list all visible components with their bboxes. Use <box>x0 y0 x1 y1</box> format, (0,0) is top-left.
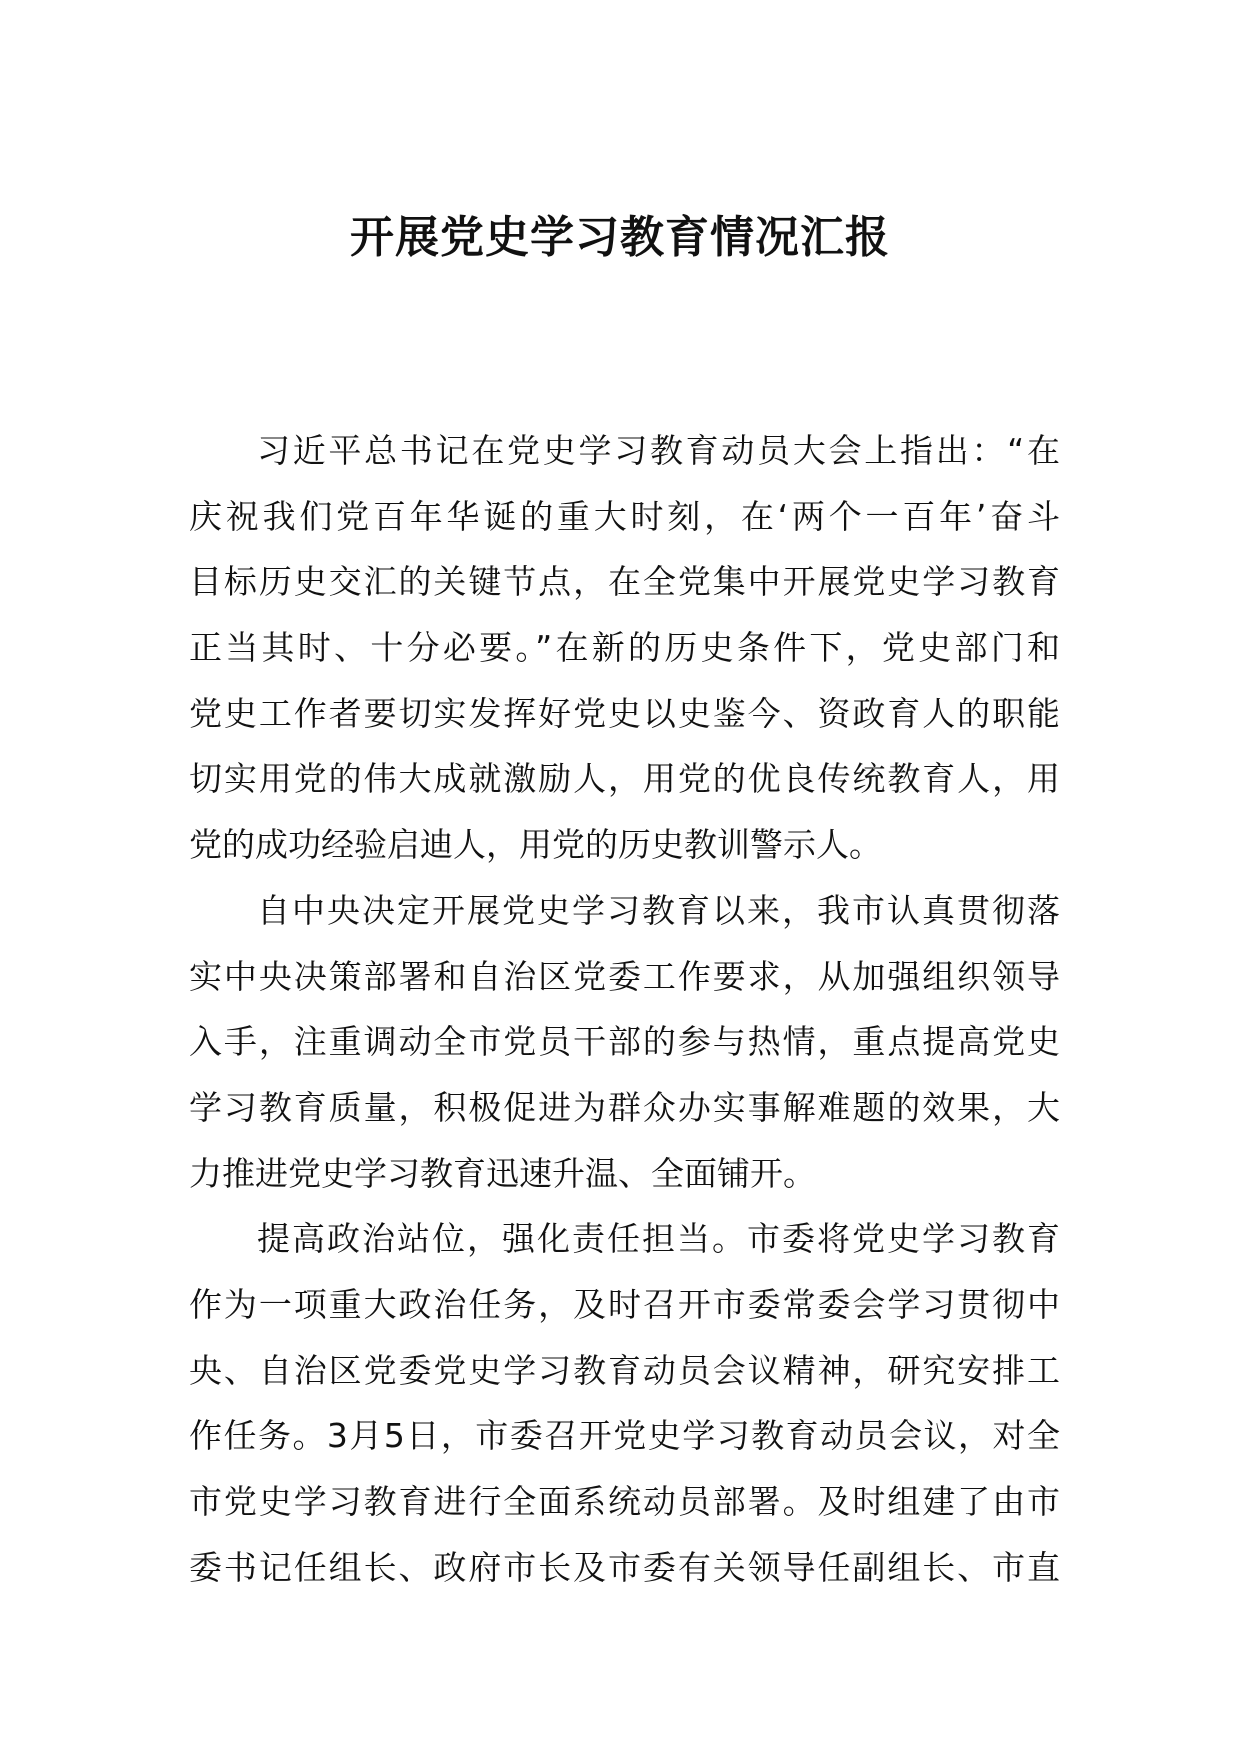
text-line: 庆祝我们党百年华诞的重大时刻，在‘两个一百年’奋斗 <box>189 496 1060 536</box>
document-title: 开展党史学习教育情况汇报 <box>350 212 890 263</box>
text-line: 党的成功经验启迪人，用党的历史教训警示人。 <box>189 825 882 865</box>
text-line: 实中央决策部署和自治区党委工作要求，从加强组织领导 <box>189 956 1060 996</box>
text-line: 学习教育质量，积极促进为群众办实事解难题的效果，大 <box>189 1087 1060 1127</box>
text-line: 习近平总书记在党史学习教育动员大会上指出：“在 <box>257 431 1060 470</box>
text-line: 央、自治区党委党史学习教育动员会议精神，研究安排工 <box>189 1350 1060 1390</box>
text-line: 目标历史交汇的关键节点，在全党集中开展党史学习教育 <box>189 562 1060 602</box>
text-line: 切实用党的伟大成就激励人，用党的优良传统教育人，用 <box>189 759 1060 799</box>
text-line: 作为一项重大政治任务，及时召开市委常委会学习贯彻中 <box>189 1284 1060 1324</box>
paragraph-3 <box>189 1206 1060 1600</box>
text-line: 力推进党史学习教育迅速升温、全面铺开。 <box>189 1153 816 1193</box>
paragraph-1 <box>189 418 1060 878</box>
text-line: 入手，注重调动全市党员干部的参与热情，重点提高党史 <box>189 1022 1060 1062</box>
text-line: 委书记任组长、政府市长及市委有关领导任副组长、市直 <box>189 1547 1060 1587</box>
text-line: 党史工作者要切实发挥好党史以史鉴今、资政育人的职能 <box>189 693 1060 733</box>
text-line: 正当其时、十分必要。”在新的历史条件下，党史部门和 <box>189 628 1060 668</box>
text-line: 市党史学习教育进行全面系统动员部署。及时组建了由市 <box>189 1482 1060 1521</box>
document-body <box>189 418 1060 1600</box>
text-line: 自中央决定开展党史学习教育以来，我市认真贯彻落 <box>257 890 1060 930</box>
text-line: 提高政治站位，强化责任担当。市委将党史学习教育 <box>257 1219 1060 1259</box>
text-line: 作任务。3月5日，市委召开党史学习教育动员会议，对全 <box>189 1416 1060 1456</box>
paragraph-2 <box>189 878 1060 1206</box>
